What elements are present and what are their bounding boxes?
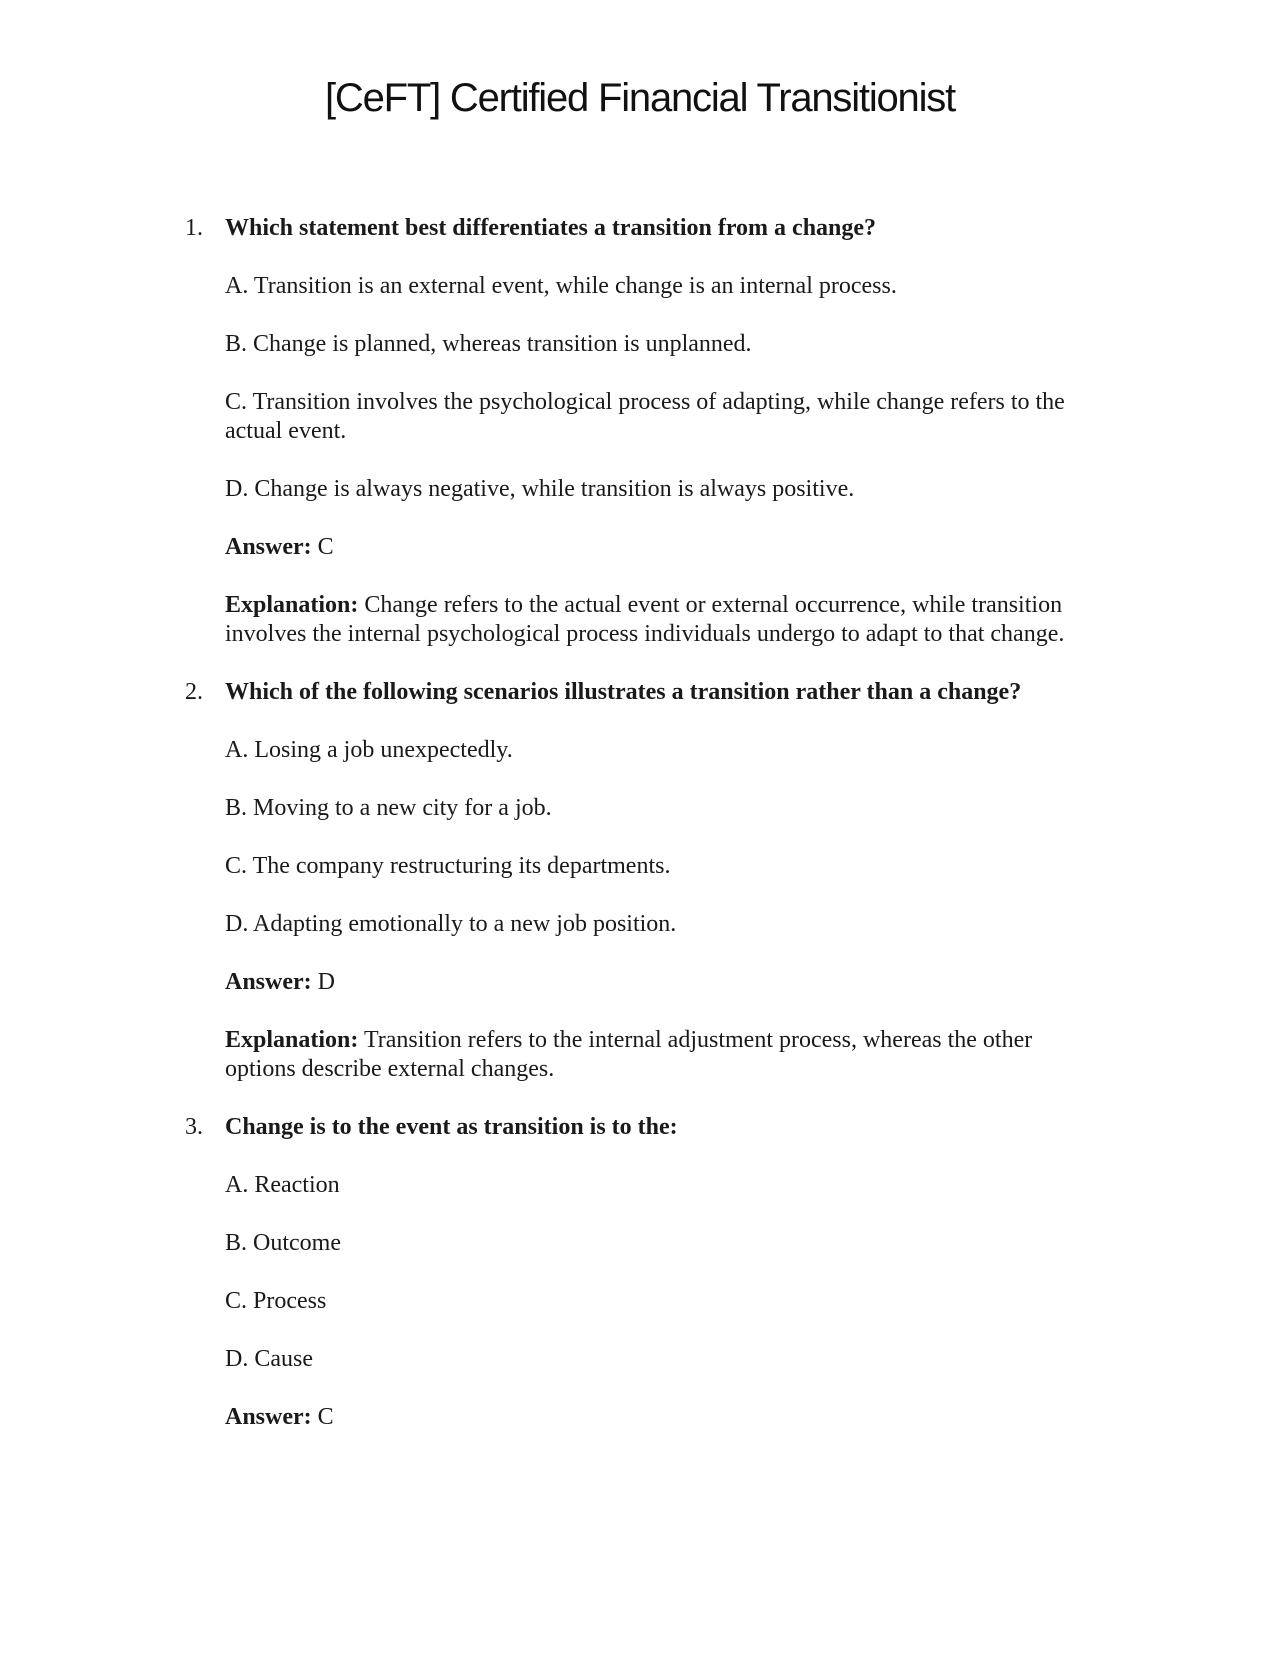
answer-line [225, 968, 1105, 997]
question-number: 3. [185, 1114, 203, 1140]
option-c: C. The company restructuring its departments. [225, 853, 671, 879]
option-a: A. Reaction [225, 1172, 340, 1198]
option-b: B. Change is planned, whereas transition is unplanned. [225, 331, 752, 357]
question-2 [185, 678, 1105, 1084]
option-a: A. Transition is an external event, while change is an internal process. [225, 273, 897, 299]
answer-value: C [317, 1404, 334, 1430]
answer-label: Answer: [225, 534, 312, 560]
answer-label: Answer: [225, 969, 312, 995]
explanation-text: Transition refers to the internal adjustment process, whereas the other options describe external changes. [225, 1027, 1033, 1082]
question-2-line [185, 678, 1105, 707]
option-d: D. Adapting emotionally to a new job position. [225, 911, 677, 937]
question-3 [185, 1113, 1105, 1432]
question-text: Which statement best differentiates a transition from a change? [225, 215, 877, 241]
question-2-body [225, 736, 1105, 1084]
answer-line [225, 533, 1105, 562]
answer-line [225, 1403, 1105, 1432]
option-c: C. Process [225, 1288, 327, 1314]
question-1-line [185, 214, 1105, 243]
option-d: D. Change is always negative, while transition is always positive. [225, 476, 855, 502]
question-text: Change is to the event as transition is to the: [225, 1114, 678, 1140]
question-number: 1. [185, 215, 203, 241]
explanation-line [225, 591, 1105, 649]
question-text: Which of the following scenarios illustrates a transition rather than a change? [225, 679, 1022, 705]
question-1-body [225, 272, 1105, 649]
answer-value: C [317, 534, 334, 560]
question-list [185, 214, 1105, 1461]
option-d: D. Cause [225, 1346, 313, 1372]
explanation-label: Explanation: [225, 1027, 359, 1053]
question-1 [185, 214, 1105, 649]
question-3-line [185, 1113, 1105, 1142]
document-title: [CeFT] Certified Financial Transitionist [324, 76, 955, 120]
option-b: B. Outcome [225, 1230, 341, 1256]
answer-value: D [317, 969, 335, 995]
option-b: B. Moving to a new city for a job. [225, 795, 552, 821]
option-c: C. Transition involves the psychological process of adapting, while change refers to the actual event. [225, 389, 1065, 444]
option-a: A. Losing a job unexpectedly. [225, 737, 513, 763]
explanation-line [225, 1026, 1105, 1084]
answer-label: Answer: [225, 1404, 312, 1430]
question-number: 2. [185, 679, 203, 705]
explanation-label: Explanation: [225, 592, 359, 618]
explanation-text: Change refers to the actual event or external occurrence, while transition involves the internal psychological process individuals undergo to adapt to that change. [225, 592, 1065, 647]
question-3-body [225, 1171, 1105, 1432]
